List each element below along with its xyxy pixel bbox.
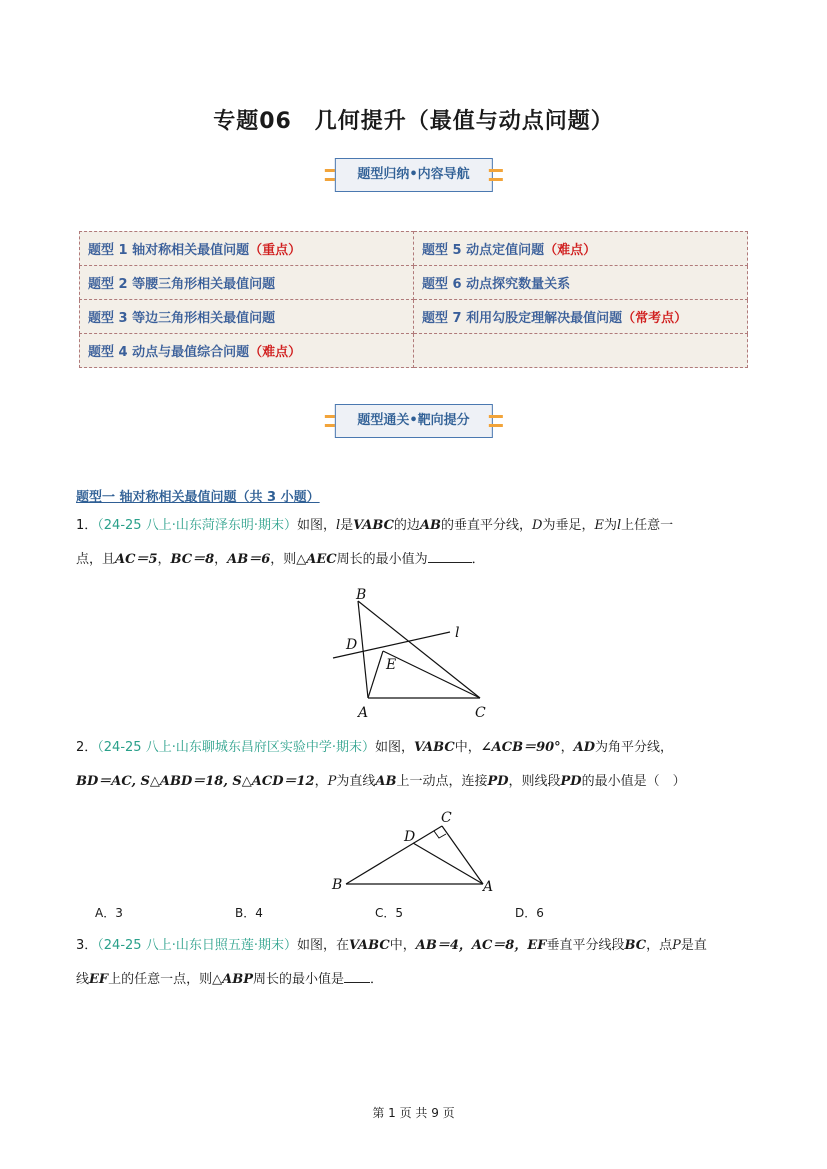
- question-1: 1．（24-25 八上·山东菏泽东明·期末）如图，l是VABC的边AB的垂直平分线，D为垂足，E为l上任意一 点，且AC＝5，BC＝8，AB＝6，则△AEC周长的最小值为 ．: [76, 518, 674, 567]
- question-2: 2．（24-25 八上·山东聊城东昌府区实验中学·期末）如图，VABC中，∠ACB＝90°，AD为角平分线， BD＝AC, S△ABD＝18, S△ACD＝12，P为直线AB上一动点，连接PD，则线段PD的最小值是（ ）: [76, 740, 686, 789]
- question-source: （24-25 八上·山东菏泽东明·期末）: [97, 518, 297, 533]
- figure-q1: [325, 585, 495, 720]
- label-C: C: [441, 810, 452, 826]
- section-heading: 题型一 轴对称相关最值问题（共 3 小题）: [76, 490, 320, 505]
- label-E: E: [386, 657, 397, 673]
- banner-navigation-label: 题型归纳•内容导航: [334, 158, 492, 192]
- label-A: A: [358, 705, 369, 720]
- option-d[interactable]: D．6: [515, 906, 544, 920]
- banner-practice: [324, 403, 502, 439]
- decor-bars-icon: [489, 415, 503, 427]
- decor-bars-icon: [489, 169, 503, 181]
- label-C: C: [475, 705, 486, 720]
- toc-item-type1[interactable]: 题型 1 轴对称相关最值问题（重点）: [80, 232, 414, 266]
- label-D: D: [346, 637, 358, 653]
- segment-BC: [346, 826, 442, 884]
- toc-empty-cell: [414, 334, 748, 368]
- figure-q2: [330, 808, 500, 896]
- option-c[interactable]: C．5: [375, 906, 404, 920]
- toc-item-type3[interactable]: 题型 3 等边三角形相关最值问题: [80, 300, 414, 334]
- label-l: l: [455, 625, 460, 641]
- option-b[interactable]: B．4: [235, 906, 263, 920]
- segment-BC: [358, 601, 480, 698]
- question-3: 3．（24-25 八上·山东日照五莲·期末）如图，在VABC中，AB＝4，AC＝8，EF垂直平分线段BC，点P是直 线EF上的任意一点，则△ABP周长的最小值是 ．: [76, 938, 707, 987]
- label-D: D: [404, 829, 416, 845]
- segment-EC: [383, 651, 480, 698]
- page-title: 专题06 几何提升（最值与动点问题）: [213, 109, 614, 134]
- label-A: A: [483, 879, 494, 895]
- label-B: B: [332, 877, 343, 893]
- question-source: （24-25 八上·山东聊城东昌府区实验中学·期末）: [97, 740, 375, 755]
- segment-AD: [413, 843, 483, 884]
- option-a[interactable]: A．3: [95, 906, 123, 920]
- toc-table: [79, 231, 748, 368]
- toc-item-type2[interactable]: 题型 2 等腰三角形相关最值问题: [80, 266, 414, 300]
- answer-blank[interactable]: [344, 969, 370, 983]
- segment-CA: [442, 826, 483, 884]
- segment-AE: [368, 651, 383, 698]
- answer-blank[interactable]: [428, 549, 472, 563]
- q2-options: [95, 904, 655, 921]
- question-source: （24-25 八上·山东日照五莲·期末）: [97, 938, 297, 953]
- right-angle-mark: [434, 831, 446, 838]
- label-B: B: [356, 587, 367, 603]
- banner-navigation: [324, 157, 502, 193]
- toc-item-type5[interactable]: 题型 5 动点定值问题（难点）: [414, 232, 748, 266]
- toc-item-type6[interactable]: 题型 6 动点探究数量关系: [414, 266, 748, 300]
- toc-item-type7[interactable]: 题型 7 利用勾股定理解决最值问题（常考点）: [414, 300, 748, 334]
- segment-BA: [358, 601, 368, 698]
- toc-item-type4[interactable]: 题型 4 动点与最值综合问题（难点）: [80, 334, 414, 368]
- page-footer: 第 1 页 共 9 页: [372, 1106, 455, 1120]
- banner-practice-label: 题型通关•靶向提分: [334, 404, 492, 438]
